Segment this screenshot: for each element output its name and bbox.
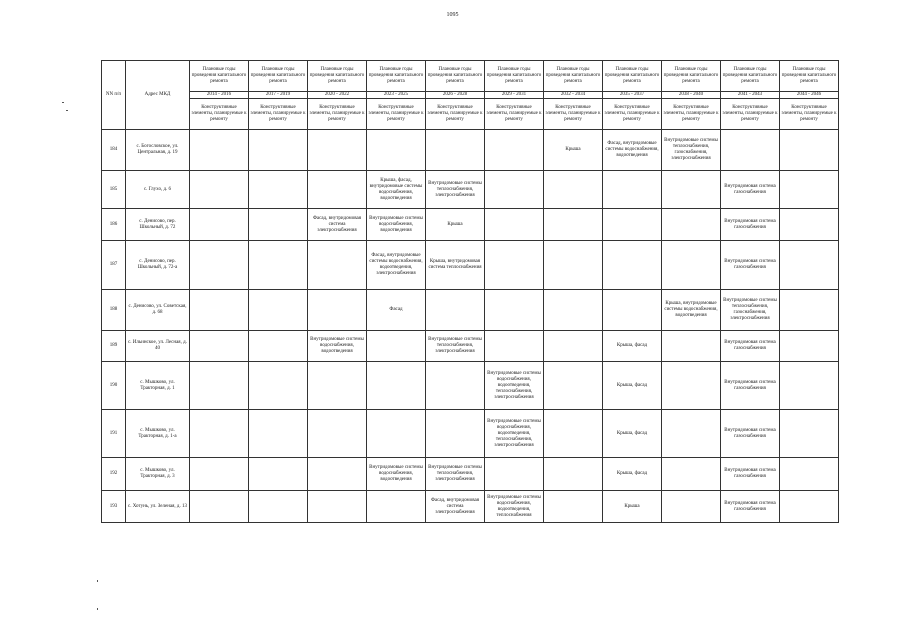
row-number: 187 bbox=[102, 241, 126, 290]
repair-cell bbox=[367, 130, 426, 171]
header-elements: Конструктивные элементы, планируемые к ремонту bbox=[662, 99, 721, 130]
repair-cell: Фасад, внутридомовая система электроснабжения bbox=[426, 491, 485, 523]
header-period: Плановые годы проведения капитального ремонта bbox=[367, 61, 426, 92]
table-row bbox=[102, 410, 839, 458]
repair-cell: Крыша, фасад, внутридомовые системы водоснабжения, водоотведения bbox=[367, 171, 426, 209]
header-period: Плановые годы проведения капитального ремонта bbox=[249, 61, 308, 92]
row-number: 184 bbox=[102, 130, 126, 171]
repair-cell: Внутридомовые системы водоснабжения, водоотведения bbox=[367, 209, 426, 241]
repair-cell bbox=[780, 458, 839, 491]
repair-cell bbox=[426, 362, 485, 410]
header-year: 2029 - 2031 bbox=[485, 92, 544, 99]
header-year: 2017 - 2019 bbox=[249, 92, 308, 99]
table-row bbox=[102, 290, 839, 331]
table-row bbox=[102, 491, 839, 523]
repair-cell bbox=[603, 171, 662, 209]
repair-cell: Фасад bbox=[367, 290, 426, 331]
repair-cell: Внутридомовые системы водоснабжения, водоотведения, теплоснабжения bbox=[485, 491, 544, 523]
repair-cell bbox=[603, 209, 662, 241]
scan-mark bbox=[66, 110, 68, 111]
repair-cell bbox=[780, 171, 839, 209]
repair-cell bbox=[544, 362, 603, 410]
repair-cell bbox=[544, 209, 603, 241]
repair-cell bbox=[780, 130, 839, 171]
repair-cell bbox=[780, 331, 839, 362]
row-address: с. Хотунь, ул. Зеленая, д. 13 bbox=[126, 491, 190, 523]
repair-cell: Внутридомовые системы водоснабжения, водоотведения bbox=[308, 331, 367, 362]
header-year: 2035 - 2037 bbox=[603, 92, 662, 99]
header-year: 2020 - 2022 bbox=[308, 92, 367, 99]
repair-cell bbox=[190, 171, 249, 209]
repair-cell bbox=[780, 491, 839, 523]
repair-cell: Крыша, фасад bbox=[603, 410, 662, 458]
table-row bbox=[102, 362, 839, 410]
repair-cell bbox=[544, 491, 603, 523]
repair-cell bbox=[662, 331, 721, 362]
scan-mark bbox=[97, 580, 98, 582]
header-period-row bbox=[102, 61, 839, 92]
row-address: с. Богословское, ул. Центральная, д. 19 bbox=[126, 130, 190, 171]
repair-cell bbox=[780, 362, 839, 410]
repair-cell bbox=[485, 458, 544, 491]
repair-cell: Внутридомовая система газоснабжения bbox=[721, 410, 780, 458]
table-row bbox=[102, 331, 839, 362]
row-number: 189 bbox=[102, 331, 126, 362]
repair-cell bbox=[662, 491, 721, 523]
header-period: Плановые годы проведения капитального ремонта bbox=[662, 61, 721, 92]
header-period: Плановые годы проведения капитального ремонта bbox=[603, 61, 662, 92]
repair-cell: Крыша, фасад bbox=[603, 362, 662, 410]
row-address: с. Денисово, пер. Школьный, д. 72-а bbox=[126, 241, 190, 290]
scan-mark bbox=[97, 608, 98, 610]
repair-cell: Фасад, внутридомовые системы водоснабжения, водоотведения bbox=[603, 130, 662, 171]
header-elements: Конструктивные элементы, планируемые к ремонту bbox=[426, 99, 485, 130]
repair-cell bbox=[485, 171, 544, 209]
repair-cell bbox=[190, 410, 249, 458]
row-number: 185 bbox=[102, 171, 126, 209]
repair-cell bbox=[662, 209, 721, 241]
header-elements: Конструктивные элементы, планируемые к ремонту bbox=[249, 99, 308, 130]
repair-cell: Внутридомовая система газоснабжения bbox=[721, 171, 780, 209]
repair-cell bbox=[367, 362, 426, 410]
repair-cell bbox=[367, 410, 426, 458]
repair-cell bbox=[308, 491, 367, 523]
repair-cell bbox=[190, 290, 249, 331]
table-row bbox=[102, 130, 839, 171]
repair-cell bbox=[308, 290, 367, 331]
table-row bbox=[102, 241, 839, 290]
repair-cell: Внутридомовые системы теплоснабжения, электроснабжения bbox=[426, 458, 485, 491]
repair-cell bbox=[249, 362, 308, 410]
repair-cell: Фасад, внутридомовая система электроснабжения bbox=[308, 209, 367, 241]
repair-cell bbox=[721, 130, 780, 171]
repair-cell bbox=[308, 458, 367, 491]
repair-cell bbox=[544, 241, 603, 290]
header-year: 2032 - 2034 bbox=[544, 92, 603, 99]
repair-cell: Фасад, внутридомовые системы водоснабжения, водоотведения, электроснабжения bbox=[367, 241, 426, 290]
repair-cell: Внутридомовая система газоснабжения bbox=[721, 458, 780, 491]
repair-cell bbox=[780, 410, 839, 458]
header-elements: Конструктивные элементы, планируемые к ремонту bbox=[308, 99, 367, 130]
header-elements-row bbox=[102, 99, 839, 130]
row-number: 193 bbox=[102, 491, 126, 523]
header-address: Адрес МКД bbox=[126, 61, 190, 130]
repair-cell: Внутридомовые системы теплоснабжения, электроснабжения bbox=[426, 331, 485, 362]
header-nn: NN п/п bbox=[102, 61, 126, 130]
header-elements: Конструктивные элементы, планируемые к ремонту bbox=[485, 99, 544, 130]
repair-cell: Внутридомовые системы водоснабжения, водоотведения, теплоснабжения, электроснабжения bbox=[485, 410, 544, 458]
header-elements: Конструктивные элементы, планируемые к ремонту bbox=[544, 99, 603, 130]
page-number: 1095 bbox=[446, 12, 459, 18]
repair-cell bbox=[544, 458, 603, 491]
repair-cell bbox=[780, 290, 839, 331]
repair-cell bbox=[190, 331, 249, 362]
repair-cell bbox=[308, 410, 367, 458]
table-row bbox=[102, 171, 839, 209]
repair-cell bbox=[603, 241, 662, 290]
row-address: с. Мышково, ул. Тракторная, д. 3 bbox=[126, 458, 190, 491]
repair-cell bbox=[662, 241, 721, 290]
repair-cell bbox=[308, 241, 367, 290]
repair-cell bbox=[249, 130, 308, 171]
repair-cell: Внутридомовая система газоснабжения bbox=[721, 241, 780, 290]
header-period: Плановые годы проведения капитального ремонта bbox=[780, 61, 839, 92]
repair-cell bbox=[603, 290, 662, 331]
repair-cell bbox=[662, 458, 721, 491]
repair-cell bbox=[662, 362, 721, 410]
header-period: Плановые годы проведения капитального ремонта bbox=[721, 61, 780, 92]
repair-cell: Крыша bbox=[544, 130, 603, 171]
header-year: 2041 - 2043 bbox=[721, 92, 780, 99]
repair-cell bbox=[190, 362, 249, 410]
header-period: Плановые годы проведения капитального ремонта bbox=[544, 61, 603, 92]
repair-cell bbox=[308, 171, 367, 209]
repair-cell: Крыша bbox=[603, 491, 662, 523]
header-year: 2023 - 2025 bbox=[367, 92, 426, 99]
repair-cell bbox=[249, 171, 308, 209]
repair-cell bbox=[249, 241, 308, 290]
repair-cell bbox=[485, 290, 544, 331]
repair-cell bbox=[662, 410, 721, 458]
repair-cell bbox=[426, 130, 485, 171]
repair-cell bbox=[367, 491, 426, 523]
repair-cell: Внутридомовые системы водоснабжения, водоотведения bbox=[367, 458, 426, 491]
repair-cell: Внутридомовые системы теплоснабжения, электроснабжения bbox=[426, 171, 485, 209]
repair-cell bbox=[190, 491, 249, 523]
repair-cell bbox=[249, 491, 308, 523]
repair-cell bbox=[780, 241, 839, 290]
capital-repair-table bbox=[101, 60, 839, 523]
repair-cell bbox=[190, 241, 249, 290]
header-year: 2038 - 2040 bbox=[662, 92, 721, 99]
table-row bbox=[102, 209, 839, 241]
row-address: с. Мышково, ул. Тракторная, д. 1-а bbox=[126, 410, 190, 458]
row-number: 192 bbox=[102, 458, 126, 491]
header-elements: Конструктивные элементы, планируемые к ремонту bbox=[721, 99, 780, 130]
header-years-row bbox=[102, 92, 839, 99]
repair-cell bbox=[485, 241, 544, 290]
row-address: с. Мышково, ул. Тракторная, д. 1 bbox=[126, 362, 190, 410]
repair-cell bbox=[780, 209, 839, 241]
repair-cell bbox=[190, 209, 249, 241]
repair-cell bbox=[190, 130, 249, 171]
row-address: с. Денисово, ул. Советская, д. 68 bbox=[126, 290, 190, 331]
repair-cell bbox=[367, 331, 426, 362]
repair-cell bbox=[544, 410, 603, 458]
repair-cell: Внутридомовая система газоснабжения bbox=[721, 491, 780, 523]
header-period: Плановые годы проведения капитального ремонта bbox=[485, 61, 544, 92]
header-elements: Конструктивные элементы, планируемые к ремонту bbox=[367, 99, 426, 130]
repair-cell bbox=[544, 331, 603, 362]
scan-mark bbox=[62, 102, 64, 103]
row-number: 190 bbox=[102, 362, 126, 410]
repair-cell bbox=[426, 290, 485, 331]
repair-cell bbox=[249, 331, 308, 362]
repair-cell bbox=[249, 410, 308, 458]
repair-cell: Крыша, внутридомовые системы водоснабжения, водоотведения bbox=[662, 290, 721, 331]
repair-cell: Крыша, фасад bbox=[603, 458, 662, 491]
row-address: с. Ильинское, ул. Лесная, д. 40 bbox=[126, 331, 190, 362]
repair-cell bbox=[485, 331, 544, 362]
repair-cell bbox=[190, 458, 249, 491]
row-address: с. Глухо, д. 6 bbox=[126, 171, 190, 209]
row-number: 191 bbox=[102, 410, 126, 458]
repair-cell bbox=[485, 209, 544, 241]
repair-cell: Внутридомовая система газоснабжения bbox=[721, 209, 780, 241]
row-address: с. Денисово, пер. Школьный, д. 72 bbox=[126, 209, 190, 241]
repair-cell bbox=[249, 458, 308, 491]
repair-cell bbox=[544, 171, 603, 209]
repair-cell bbox=[662, 171, 721, 209]
repair-cell: Внутридомовые системы теплоснабжения, газоснабжения, электроснабжения bbox=[662, 130, 721, 171]
repair-cell: Внутридомовая система газоснабжения bbox=[721, 331, 780, 362]
repair-cell bbox=[426, 410, 485, 458]
header-elements: Конструктивные элементы, планируемые к ремонту bbox=[190, 99, 249, 130]
header-period: Плановые годы проведения капитального ремонта bbox=[426, 61, 485, 92]
repair-cell: Внутридомовая система газоснабжения bbox=[721, 362, 780, 410]
table-row bbox=[102, 458, 839, 491]
repair-cell: Крыша, внутридомовая система теплоснабжения bbox=[426, 241, 485, 290]
header-elements: Конструктивные элементы, планируемые к ремонту bbox=[780, 99, 839, 130]
row-number: 186 bbox=[102, 209, 126, 241]
header-year: 2014 - 2016 bbox=[190, 92, 249, 99]
repair-cell bbox=[485, 130, 544, 171]
repair-cell bbox=[308, 362, 367, 410]
repair-cell bbox=[544, 290, 603, 331]
header-period: Плановые годы проведения капитального ремонта bbox=[190, 61, 249, 92]
row-number: 188 bbox=[102, 290, 126, 331]
repair-cell: Крыша, фасад bbox=[603, 331, 662, 362]
repair-cell bbox=[249, 290, 308, 331]
header-year: 2044 - 2046 bbox=[780, 92, 839, 99]
repair-cell bbox=[308, 130, 367, 171]
repair-cell: Крыша bbox=[426, 209, 485, 241]
header-year: 2026 - 2028 bbox=[426, 92, 485, 99]
repair-cell: Внутридомовые системы теплоснабжения, газоснабжения, электроснабжения bbox=[721, 290, 780, 331]
header-period: Плановые годы проведения капитального ремонта bbox=[308, 61, 367, 92]
header-elements: Конструктивные элементы, планируемые к ремонту bbox=[603, 99, 662, 130]
repair-cell: Внутридомовые системы водоснабжения, водоотведения, теплоснабжения, электроснабжения bbox=[485, 362, 544, 410]
repair-cell bbox=[249, 209, 308, 241]
